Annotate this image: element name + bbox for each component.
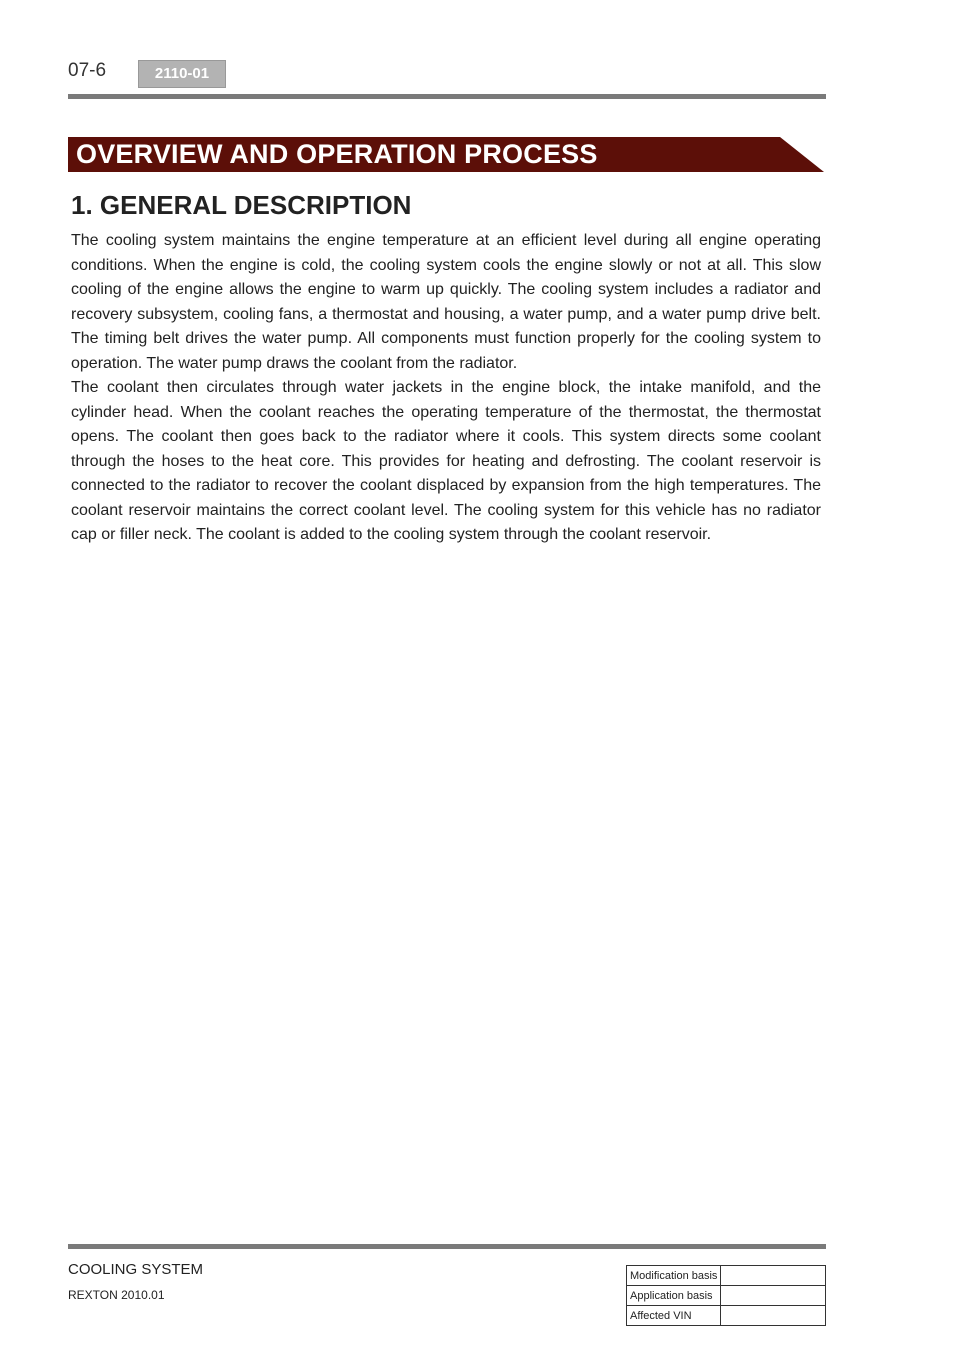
title-banner bbox=[68, 137, 824, 172]
table-row bbox=[627, 1266, 826, 1286]
table-row bbox=[627, 1306, 826, 1326]
revision-info-table bbox=[626, 1265, 826, 1326]
footer-rule bbox=[68, 1244, 826, 1249]
section-heading: 1. GENERAL DESCRIPTION bbox=[71, 190, 412, 220]
table-value bbox=[721, 1306, 826, 1326]
footer-title: COOLING SYSTEM bbox=[68, 1261, 204, 1278]
table-label: Application basis bbox=[627, 1286, 721, 1306]
banner-title: OVERVIEW AND OPERATION PROCESS bbox=[76, 139, 598, 169]
header-rule bbox=[68, 94, 826, 99]
section-code-badge: 2110-01 bbox=[138, 60, 226, 88]
footer-model: REXTON 2010.01 bbox=[68, 1288, 165, 1302]
paragraph: The cooling system maintains the engine temperature at an efficient level during all engine operating conditions. When the engine is cold, the cooling system cools the engine slowly or not at all. This slow cooling of the engine allows the engine to warm up quickly. The cooling system includes a radiator and recovery subsystem, cooling fans, a thermostat and housing, a water pump, and a water pump drive belt. The timing belt drives the water pump. All components must function properly for the cooling system to operation. The water pump draws the coolant from the radiator. bbox=[71, 232, 821, 372]
table-value bbox=[721, 1286, 826, 1306]
paragraph: The coolant then circulates through water jackets in the engine block, the intake manifold, and the cylinder head. When the coolant reaches the operating temperature of the thermostat, the thermostat opens. The coolant then goes back to the radiator where it cools. This system directs some coolant through the hoses to the heat core. This provides for heating and defrosting. The coolant reservoir is connected to the radiator to recover the coolant displaced by expansion from the high temperatures. The coolant reservoir maintains the correct coolant level. The cooling system for this vehicle has no radiator cap or filler neck. The coolant is added to the cooling system through the coolant reservoir. bbox=[71, 379, 821, 543]
table-value bbox=[721, 1266, 826, 1286]
page-number: 07-6 bbox=[68, 60, 107, 81]
body-text bbox=[71, 229, 821, 548]
table-label: Modification basis bbox=[627, 1266, 721, 1286]
table-row bbox=[627, 1286, 826, 1306]
table-label: Affected VIN bbox=[627, 1306, 721, 1326]
